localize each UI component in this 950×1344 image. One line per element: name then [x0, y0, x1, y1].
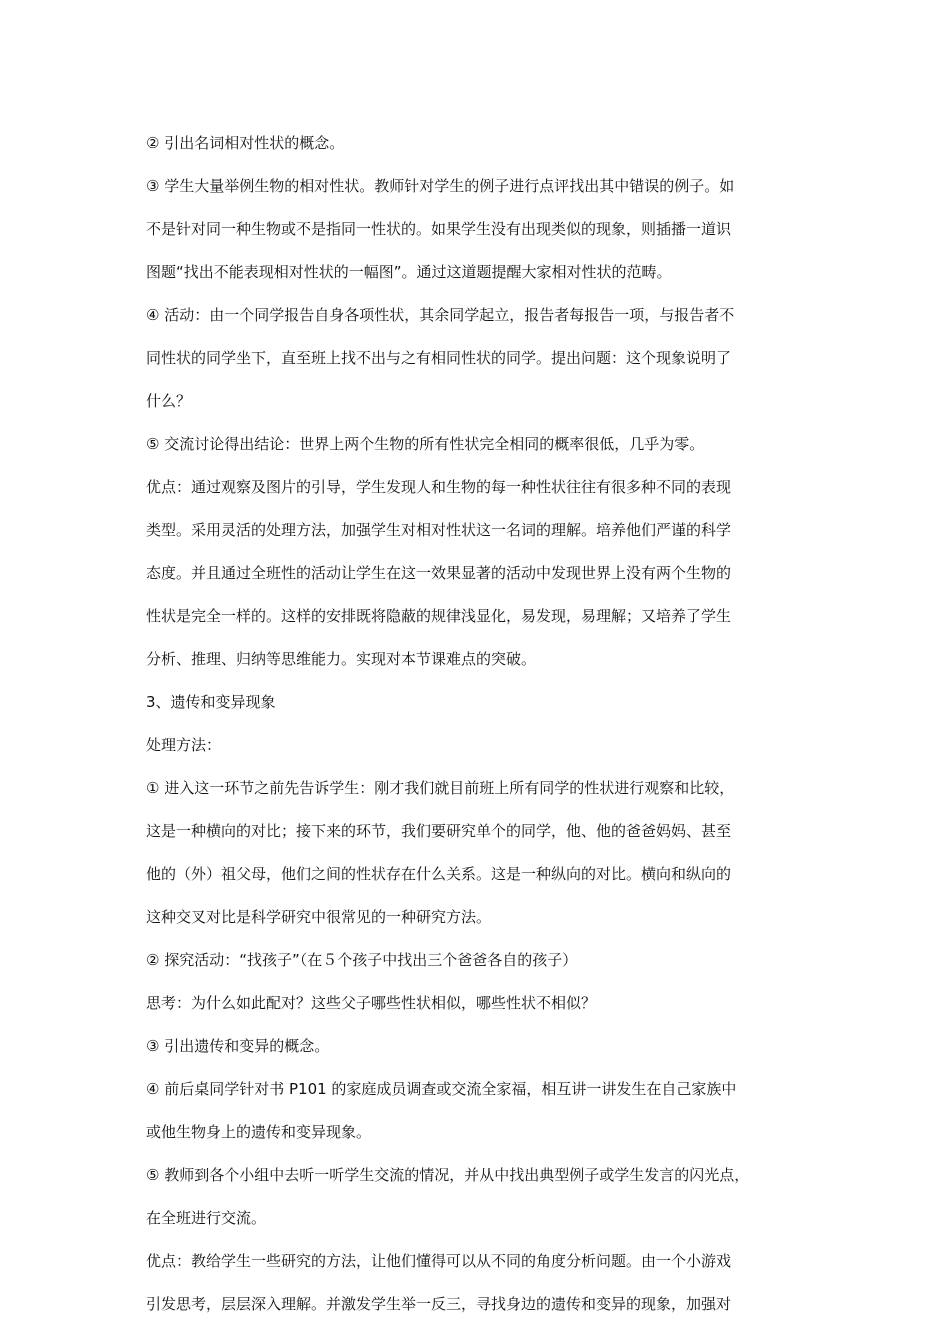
text-line: 或他生物身上的遗传和变异现象。: [146, 1123, 372, 1141]
text-line: ① 进入这一环节之前先告诉学生：刚才我们就目前班上所有同学的性状进行观察和比较，: [146, 779, 735, 797]
text-line: 处理方法：: [146, 736, 222, 754]
text-line: 这种交叉对比是科学研究中很常见的一种研究方法。: [146, 908, 492, 926]
text-line: 分析、推理、归纳等思维能力。实现对本节课难点的突破。: [146, 650, 537, 668]
text-line: 优点：教给学生一些研究的方法，让他们懂得可以从不同的角度分析问题。由一个小游戏: [146, 1252, 732, 1270]
text-line: 他的（外）祖父母，他们之间的性状存在什么关系。这是一种纵向的对比。横向和纵向的: [146, 865, 732, 883]
text-line: 思考：为什么如此配对？这些父子哪些性状相似，哪些性状不相似？: [146, 994, 597, 1012]
text-line: 引发思考，层层深入理解。并激发学生举一反三，寻找身边的遗传和变异的现象，加强对: [146, 1295, 732, 1313]
text-line: 不是针对同一种生物或不是指同一性状的。如果学生没有出现类似的现象，则插播一道识: [146, 220, 732, 238]
text-line: ④ 活动：由一个同学报告自身各项性状，其余同学起立，报告者每报告一项，与报告者不: [146, 306, 735, 324]
text-line: 图题“找出不能表现相对性状的一幅图”。通过这道题提醒大家相对性状的范畴。: [146, 263, 672, 281]
text-line: 类型。采用灵活的处理方法，加强学生对相对性状这一名词的理解。培养他们严谨的科学: [146, 521, 732, 539]
text-line: ③ 引出遗传和变异的概念。: [146, 1037, 330, 1055]
text-line: ⑤ 交流讨论得出结论：世界上两个生物的所有性状完全相同的概率很低，几乎为零。: [146, 435, 705, 453]
text-line: 在全班进行交流。: [146, 1209, 267, 1227]
text-line: 这是一种横向的对比；接下来的环节，我们要研究单个的同学，他、他的爸爸妈妈、甚至: [146, 822, 732, 840]
text-line: 优点：通过观察及图片的引导，学生发现人和生物的每一种性状往往有很多种不同的表现: [146, 478, 732, 496]
text-line: ⑤ 教师到各个小组中去听一听学生交流的情况，并从中找出典型例子或学生发言的闪光点，: [146, 1166, 750, 1184]
text-line: ④ 前后桌同学针对书 P101 的家庭成员调查或交流全家福，相互讲一讲发生在自己家族中: [146, 1080, 737, 1098]
text-line: 性状是完全一样的。这样的安排既将隐蔽的规律浅显化，易发现，易理解；又培养了学生: [146, 607, 732, 625]
text-line: ③ 学生大量举例生物的相对性状。教师针对学生的例子进行点评找出其中错误的例子。如: [146, 177, 735, 195]
section-heading: 3、遗传和变异现象: [146, 693, 276, 711]
document-body: [146, 122, 816, 1326]
text-line: 什么？: [146, 392, 192, 410]
text-line: ② 引出名词相对性状的概念。: [146, 134, 345, 152]
text-line: 态度。并且通过全班性的活动让学生在这一效果显著的活动中发现世界上没有两个生物的: [146, 564, 732, 582]
text-line: 同性状的同学坐下，直至班上找不出与之有相同性状的同学。提出问题：这个现象说明了: [146, 349, 732, 367]
text-line: ② 探究活动：“找孩子”（在５个孩子中找出三个爸爸各自的孩子）: [146, 951, 578, 969]
